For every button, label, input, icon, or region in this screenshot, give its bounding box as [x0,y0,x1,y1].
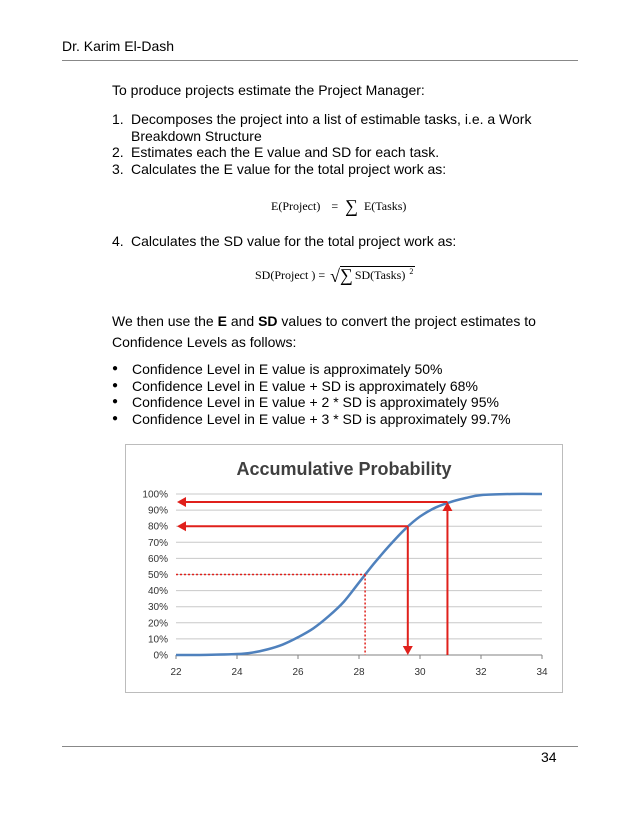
steps-list [112,111,572,177]
formula-exponent: 2 [409,267,414,276]
bullet-icon: ● [112,396,119,407]
bullet-text: Confidence Level in E value + 2 * SD is approximately 95% [132,394,499,410]
list-item [112,394,572,411]
step-4 [112,233,572,250]
step-number: 4. [112,233,124,249]
y-tick-label: 60% [147,553,168,565]
sum-icon: ∑ [339,265,353,285]
step-text: Decomposes the project into a list of estimable tasks, i.e. a Work Breakdown Structure [131,111,532,144]
arrowhead [177,497,186,507]
list-item [112,411,572,428]
list-item [112,378,572,395]
confidence-paragraph [112,311,570,353]
step-text: Calculates the E value for the total project work as: [131,160,447,177]
y-tick-label: 80% [147,521,168,533]
step-text: Calculates the SD value for the total project work as: [131,233,457,249]
bullet-text: Confidence Level in E value + SD is approximately 68% [132,377,478,394]
y-tick-labels [142,490,168,662]
list-item [112,161,572,178]
step-text: Estimates each the E value and SD for each task. [131,144,440,160]
grid-layer [176,494,542,659]
chart-title: Accumulative Probability [236,459,452,479]
chart-frame [125,444,563,693]
y-tick-label: 10% [147,634,168,646]
marker-layer [176,497,452,655]
para-text: We then use the [112,313,218,329]
sum-icon: ∑ [345,196,358,216]
y-tick-label: 70% [147,537,168,549]
accumulative-probability-chart [126,445,562,692]
list-item [112,233,572,250]
y-tick-label: 40% [147,586,168,598]
list-item [112,361,572,378]
para-text: values to convert the project estimates to Confidence Levels as follows: [112,313,536,350]
x-tick-labels [170,667,548,678]
formula-lhs: E(Project) [271,199,321,213]
y-tick-label: 100% [142,489,168,501]
bullet-text: Confidence Level in E value is approximately 50% [132,361,443,377]
bullet-icon: ● [112,379,119,391]
bullet-list [112,361,572,427]
formula-rhs: SD(Tasks) [354,268,406,282]
y-tick-label: 30% [147,602,168,614]
y-tick-label: 0% [153,650,168,662]
y-tick-label: 50% [147,570,168,581]
intro-paragraph: To produce projects estimate the Project Manager: [112,82,425,98]
x-tick-label: 28 [353,667,365,678]
list-item [112,111,572,144]
arrowhead [403,646,413,655]
header-author: Dr. Karim El-Dash [62,38,175,54]
formula-lhs: SD(Project ) = [255,268,326,282]
x-tick-label: 26 [292,667,304,678]
para-bold-sd: SD [258,313,278,329]
x-tick-label: 32 [475,667,487,678]
footer-rule [62,746,578,747]
header-rule [62,60,578,61]
sqrt-icon: √ [330,266,340,286]
bullet-icon: ● [112,412,119,424]
y-tick-label: 20% [147,618,168,630]
formula-equals: = [331,199,339,213]
step-number: 2. [112,144,124,160]
list-item [112,144,572,161]
bullet-icon: ● [112,363,119,374]
step-number: 3. [112,160,124,177]
x-tick-label: 22 [170,667,182,678]
formula-rhs: E(Tasks) [363,199,407,213]
formula-sd [255,263,415,284]
arrowhead [177,521,186,531]
para-bold-e: E [217,313,227,329]
bullet-text: Confidence Level in E value + 3 * SD is approximately 99.7% [132,410,511,427]
x-tick-label: 34 [536,667,548,678]
page-number: 34 [541,749,557,765]
x-tick-label: 24 [231,667,243,678]
step-number: 1. [112,111,124,127]
x-tick-label: 30 [414,667,426,678]
para-text: and [226,313,259,329]
y-tick-label: 90% [147,505,168,517]
formula-e [271,194,406,215]
